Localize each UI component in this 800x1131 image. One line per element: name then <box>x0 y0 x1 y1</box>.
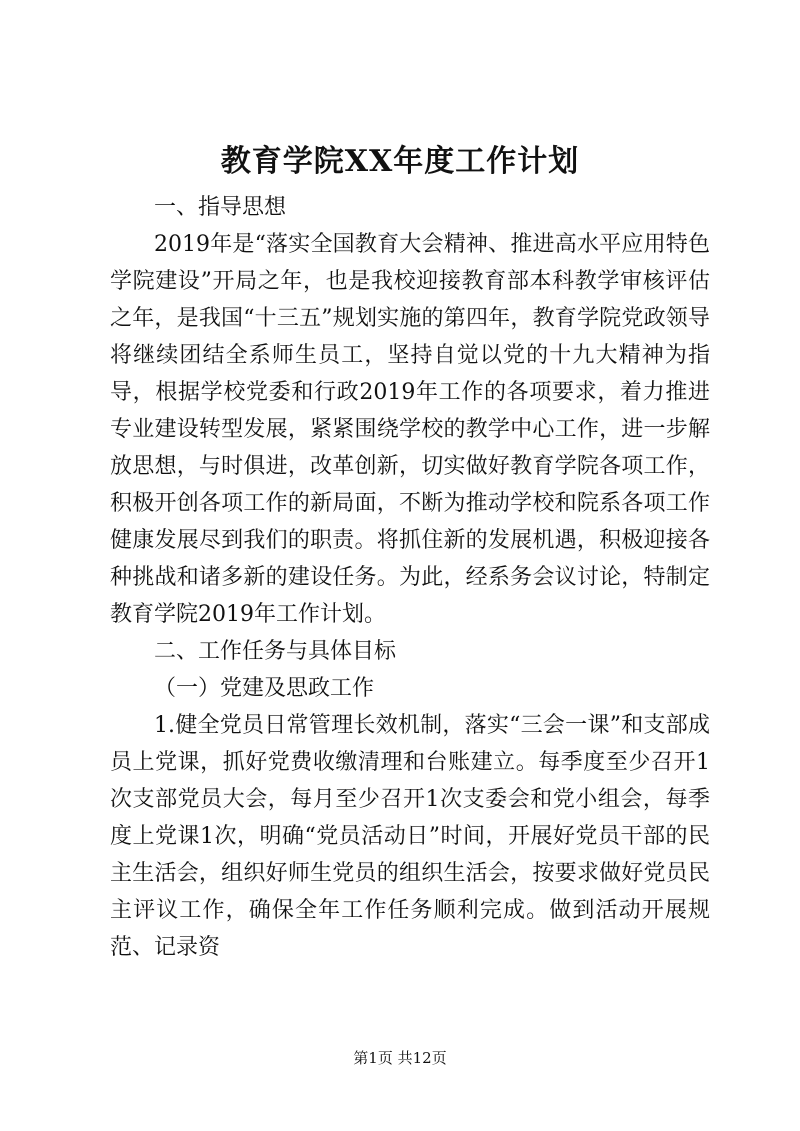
section-heading-guiding-ideology: 一、指导思想 <box>154 195 287 220</box>
document-title: 教育学院XX年度工作计划 <box>220 144 580 179</box>
subsection-heading-party-building: （一）党建及思政工作 <box>154 676 375 701</box>
paragraph-guiding-ideology: 2019年是“落实全国教育大会精神、推进高水平应用特色学院建设”开局之年，也是我校迎接教育部本科教学审核评估之年，是我国“十三五”规划实施的第四年，教育学院党政领导将继续团结全系师生员工，坚持自觉以党的十九大精神为指导，根据学校党委和行政2019年工作的各项要求，着力推进专业建设转型发展，紧紧围绕学校的教学中心工作，进一步解放思想，与时俱进，改革创新，切实做好教育学院各项工作，积极开创各项工作的新局面，不断为推动学校和院系各项工作健康发展尽到我们的职责。将抓住新的发展机遇，积极迎接各种挑战和诸多新的建设任务。为此，经系务会议讨论，特制定教育学院2019年工作计划。 <box>110 232 710 627</box>
paragraph-item-1: 1.健全党员日常管理长效机制，落实“三会一课”和支部成员上党课，抓好党费收缴清理和台账建立。每季度至少召开1次支部党员大会，每月至少召开1次支委会和党小组会，每季度上党课1次，明确“党员活动日”时间，开展好党员干部的民主生活会，组织好师生党员的组织生活会，按要求做好党员民主评议工作，确保全年工作任务顺利完成。做到活动开展规范、记录资 <box>110 713 710 960</box>
page-footer: 第1页 共12页 <box>353 1049 447 1067</box>
document-body <box>110 189 710 966</box>
section-heading-tasks-and-goals: 二、工作任务与具体目标 <box>154 639 397 664</box>
